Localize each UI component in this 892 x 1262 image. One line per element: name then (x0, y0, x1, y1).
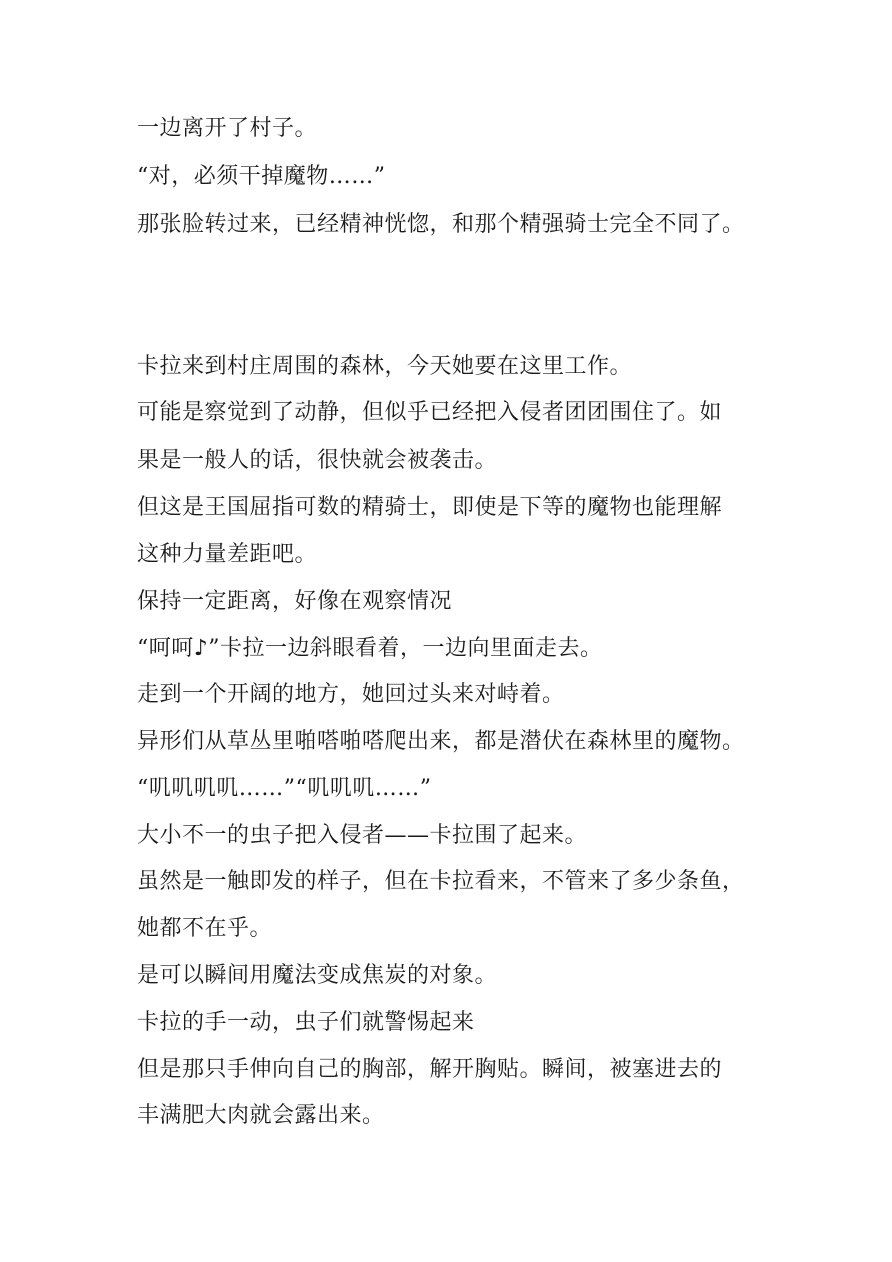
text-line: 果是一般人的话，很快就会被袭击。 (137, 448, 498, 473)
text-line: 走到一个开阔的地方，她回过头来对峙着。 (137, 682, 565, 707)
text-line: 一边离开了村子。 (137, 116, 318, 141)
text-line: 可能是察觉到了动静，但似乎已经把入侵者团团围住了。如 (137, 400, 723, 425)
text-line: 卡拉的手一动，虫子们就警惕起来 (137, 1010, 475, 1035)
text-line: 是可以瞬间用魔法变成焦炭的对象。 (137, 963, 498, 988)
text-line: 大小不一的虫子把入侵者——卡拉围了起来。 (137, 823, 588, 848)
text-line: 保持一定距离，好像在观察情况 (137, 589, 453, 614)
text-line: 那张脸转过来，已经精神恍惚，和那个精强骑士完全不同了。 (137, 212, 745, 237)
text-line: 但这是王国屈指可数的精骑士，即使是下等的魔物也能理解 (137, 495, 723, 520)
text-line: 异形们从草丛里啪嗒啪嗒爬出来，都是潜伏在森林里的魔物。 (137, 729, 745, 754)
text-line: “对，必须干掉魔物……” (137, 164, 386, 189)
text-line: 丰满肥大肉就会露出来。 (137, 1103, 385, 1128)
text-line: “叽叽叽叽……”“叽叽叽……” (137, 776, 432, 801)
text-line: 虽然是一触即发的样子，但在卡拉看来，不管来了多少条鱼， (137, 869, 745, 894)
text-line: “呵呵♪”卡拉一边斜眼看着，一边向里面走去。 (137, 636, 603, 661)
text-line: 卡拉来到村庄周围的森林，今天她要在这里工作。 (137, 354, 633, 379)
text-line: 这种力量差距吧。 (137, 542, 318, 567)
text-line: 但是那只手伸向自己的胸部，解开胸贴。瞬间，被塞进去的 (137, 1057, 723, 1082)
text-line: 她都不在乎。 (137, 916, 273, 941)
